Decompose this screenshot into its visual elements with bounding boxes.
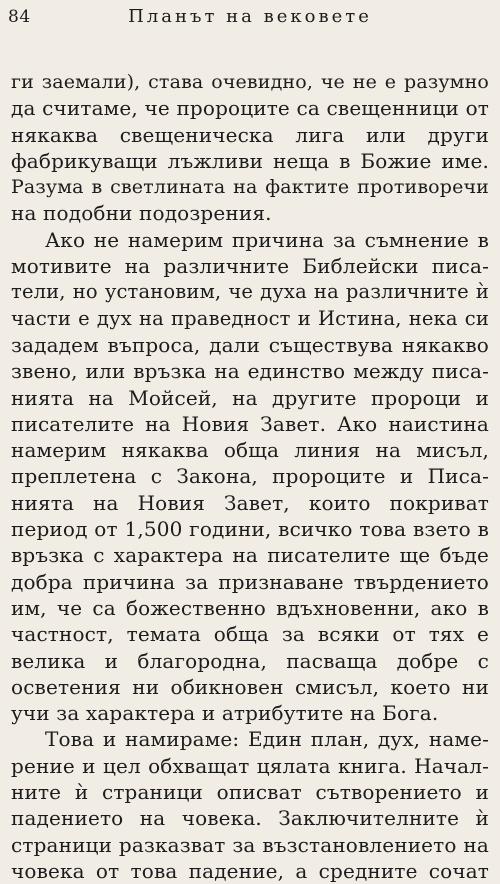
text-line: страници разказват за възстановлението на [11, 832, 489, 857]
text-line: частност, темата обща за всяки от тях е [11, 622, 489, 647]
text-line: ги заемали), става очевидно, че не е разумно [11, 71, 489, 93]
paragraph [11, 69, 489, 227]
text-line: велика и благородна, пасваща добре с [11, 648, 489, 673]
text-line: Разума в светлината на фактите противоречи [11, 176, 489, 199]
text-line: тели, но установим, че духа на различните ѝ [11, 280, 489, 304]
text-line: някаква свещеническа лига или други [11, 122, 489, 147]
text-line: да считаме, че пророците са свещенници от [11, 96, 489, 121]
text-line: Ако не намерим причина за съмнение в [45, 227, 489, 252]
paragraph [11, 227, 489, 727]
text-line: звено, или връзка на единство между писа- [11, 359, 489, 384]
text-line: Това и намираме: Един план, дух, наме- [45, 727, 489, 752]
text-line: ните ѝ страници описват сътворението и [11, 780, 489, 805]
text-line: рение и цел обхващат цялата книга. Начал- [11, 753, 489, 778]
text-line: части е дух на праведност и Истина, нека си [11, 306, 489, 330]
text-line: период от 1,500 години, всичко това взето в [11, 517, 489, 542]
text-line: мотивите на различните Библейски писа- [11, 254, 489, 279]
text-line: осветения ни обикновен смисъл, което ни [11, 674, 489, 699]
body-text [11, 69, 489, 884]
page-header [0, 0, 500, 36]
text-line: нията на Мойсей, на другите пророци и [11, 385, 489, 410]
text-line: нията на Новия Завет, които покриват [11, 490, 489, 515]
text-line: фабрикуващи лъжливи неща в Божие име. [11, 148, 489, 173]
text-line: им, че са божественно вдъхновенни, ако в [11, 595, 489, 620]
text-line: връзка с характера на писателите ще бъде [11, 543, 489, 568]
running-title: Планът на вековете [128, 6, 372, 27]
text-line: зададем въпроса, дали съществува някакво [11, 332, 489, 357]
page-number: 84 [8, 7, 31, 27]
paragraph [11, 726, 489, 884]
text-line: преплетена с Закона, пророците и Писа- [11, 464, 489, 489]
text-line: писателите на Новия Завет. Ако наистина [11, 411, 489, 436]
text-line: падението на човека. Заключителните ѝ [11, 806, 489, 831]
text-line: намерим някаква обща линия на мисъл, [11, 438, 489, 463]
text-line: човека от това падение, а средните сочат [11, 858, 489, 883]
text-line: добра причина за признаване твърдението [11, 569, 489, 594]
text-line: на подобни подозрения. [11, 201, 272, 226]
text-line: учи за характера и атрибутите на Бога. [11, 701, 439, 726]
